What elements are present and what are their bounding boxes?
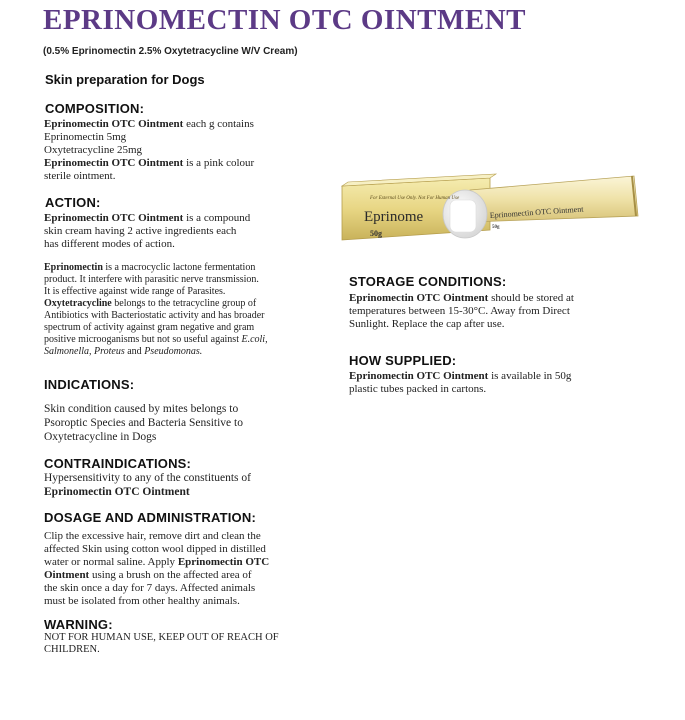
action-line: product. It interfere with parasitic nerve transmission. <box>44 274 259 285</box>
action-paragraph-1 <box>44 212 312 251</box>
oxytetracycline-term: Oxytetracycline <box>44 298 112 309</box>
supplied-text <box>349 370 639 396</box>
product-image <box>340 170 640 250</box>
supplied-line: is available in 50g <box>488 370 572 382</box>
product-name: Eprinomectin OTC Ointment <box>44 157 184 169</box>
action-line: spectrum of activity against gram negative and gram <box>44 322 255 333</box>
action-line: belongs to the tetracycline group of <box>111 298 257 309</box>
supplied-heading: HOW SUPPLIED: <box>349 353 457 368</box>
warning-line: NOT FOR HUMAN USE, KEEP OUT OF REACH OF <box>44 632 279 643</box>
document-title: EPRINOMECTIN OTC OINTMENT <box>43 4 526 36</box>
action-line: has different modes of action. <box>44 238 175 250</box>
preparation-line: Skin preparation for Dogs <box>45 72 205 87</box>
indications-text <box>44 402 314 444</box>
carton-weight-text: 50g <box>370 229 382 238</box>
action-line: It is effective against wide range of Parasites. <box>44 286 226 297</box>
organism-name: Salmonella, Proteus <box>44 346 125 357</box>
product-name: Eprinomectin OTC Ointment <box>44 118 184 130</box>
storage-line: should be stored at <box>488 292 574 304</box>
action-line: skin cream having 2 active ingredients each <box>44 225 237 237</box>
tube-nozzle <box>450 200 476 232</box>
storage-line: temperatures between 15-30°C. Away from Direct <box>349 305 570 317</box>
product-name: Eprinomectin OTC Ointment <box>349 370 489 382</box>
product-name: Eprinomectin OTC <box>177 556 270 568</box>
indications-line: Oxytetracycline in Dogs <box>44 431 157 443</box>
eprinomectin-term: Eprinomectin <box>44 262 103 273</box>
contraindications-text <box>44 471 316 499</box>
action-line: and <box>124 346 145 357</box>
product-name: Eprinomectin OTC Ointment <box>44 486 190 498</box>
action-line: is a compound <box>183 212 251 224</box>
composition-line4: is a pink colour <box>183 157 255 169</box>
dosage-line: water or normal saline. Apply <box>44 556 178 568</box>
dosage-line: affected Skin using cotton wool dipped in distilled <box>44 543 266 555</box>
action-heading: ACTION: <box>45 195 101 210</box>
warning-text <box>44 632 324 656</box>
indications-line: Skin condition caused by mites belongs to <box>44 403 239 415</box>
dosage-line: Clip the excessive hair, remove dirt and clean the <box>44 530 261 542</box>
composition-line2: Eprinomectin 5mg <box>44 131 127 143</box>
storage-heading: STORAGE CONDITIONS: <box>349 274 507 289</box>
warning-heading: WARNING: <box>44 617 113 632</box>
contraindications-heading: CONTRAINDICATIONS: <box>44 456 192 471</box>
document-subtitle: (0.5% Eprinomectin 2.5% Oxytetracycline W/V Cream) <box>43 46 298 57</box>
carton-top-text: For External Use Only. Not For Human Use <box>370 196 460 201</box>
product-name: Ointment <box>44 569 90 581</box>
storage-text <box>349 292 639 331</box>
dosage-line: the skin once a day for 7 days. Affected animals <box>44 582 256 594</box>
tube-weight-text: 50g <box>492 225 500 230</box>
organism-name: E.coli, <box>241 334 268 345</box>
dosage-line: must be isolated from other healthy animals. <box>44 595 240 607</box>
action-line: positive microoganisms but not so useful against <box>44 334 242 345</box>
product-package-illustration <box>340 170 640 250</box>
storage-line: Sunlight. Replace the cap after use. <box>349 318 505 330</box>
composition-line1: each g contains <box>183 118 254 130</box>
warning-line: CHILDREN. <box>44 644 100 655</box>
product-name: Eprinomectin OTC Ointment <box>349 292 489 304</box>
tube-label-text: Eprinomectin OTC Ointment <box>489 204 584 220</box>
action-paragraph-2 <box>44 262 312 358</box>
supplied-line: plastic tubes packed in cartons. <box>349 383 487 395</box>
action-line: Antibiotics with Bacteriostatic activity and has broader <box>44 310 265 321</box>
dosage-text <box>44 530 314 608</box>
contraindications-line: Hypersensitivity to any of the constituents of <box>44 472 251 484</box>
composition-line3: Oxytetracycline 25mg <box>44 144 143 156</box>
indications-heading: INDICATIONS: <box>44 377 135 392</box>
composition-text <box>44 118 314 183</box>
composition-heading: COMPOSITION: <box>45 101 145 116</box>
dosage-heading: DOSAGE AND ADMINISTRATION: <box>44 510 256 525</box>
carton-brand-text: Eprinome <box>364 209 424 225</box>
composition-line5: sterile ointment. <box>44 170 116 182</box>
organism-name: Pseudomonas. <box>144 346 203 357</box>
indications-line: Psoroptic Species and Bacteria Sensitive to <box>44 417 243 429</box>
dosage-line: using a brush on the affected area of <box>89 569 252 581</box>
product-name: Eprinomectin OTC Ointment <box>44 212 184 224</box>
action-line: is a macrocyclic lactone fermentation <box>102 262 256 273</box>
